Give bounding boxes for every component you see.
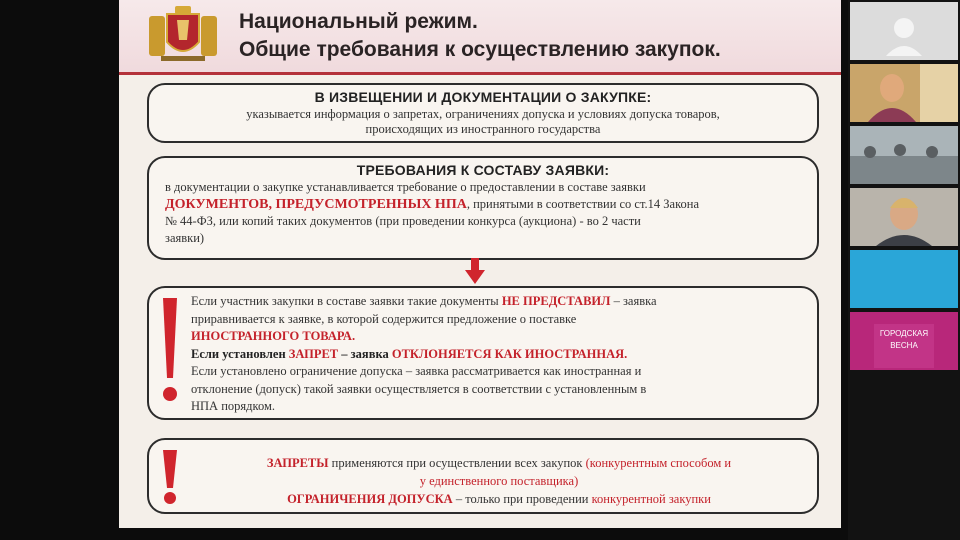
event-logo-line2: ВЕСНА	[890, 341, 918, 350]
requirements-line2: , принятыми в соответствии со ст.14 Закона	[466, 197, 699, 211]
slide-title-line1: Национальный режим.	[239, 10, 478, 33]
requirements-highlight: ДОКУМЕНТОВ, ПРЕДУСМОТРЕННЫХ НПА	[165, 197, 467, 212]
consequences-l1a: Если участник закупки в составе заявки такие документы	[191, 294, 502, 308]
participant-tile-4[interactable]	[850, 188, 958, 246]
notice-line1: указывается информация о запретах, ограничениях допуска и условиях допуска товаров,	[246, 107, 720, 121]
application-requirements-box	[147, 156, 819, 260]
consequences-l4c: – заявка	[338, 346, 392, 361]
participants-sidebar	[848, 0, 960, 540]
not-submitted-text: НЕ ПРЕДСТАВИЛ	[501, 294, 611, 308]
applicability-l3c: конкурентной закупки	[591, 492, 711, 506]
applicability-l1b: применяются при осуществлении всех закупок	[328, 456, 586, 470]
consequences-l1c: – заявка	[610, 294, 657, 308]
participant-tile-6[interactable]	[850, 312, 958, 370]
participant-tile-1[interactable]	[850, 2, 958, 60]
exclamation-icon	[159, 298, 181, 408]
video-feed	[850, 126, 958, 184]
consequences-l2: приравнивается к заявке, в которой содержится предложение о поставке	[191, 311, 577, 326]
notice-box	[147, 83, 819, 143]
applicability-l3b: – только при проведении	[452, 492, 592, 506]
down-arrow-icon	[465, 258, 485, 284]
applicability-l2: у единственного поставщика)	[419, 474, 579, 488]
rejected-text: ОТКЛОНЯЕТСЯ КАК ИНОСТРАННАЯ.	[391, 346, 628, 361]
participant-tile-5[interactable]	[850, 250, 958, 308]
requirements-line1: в документации о закупке устанавливается требование о предоставлении в составе заявки	[165, 180, 646, 194]
requirements-heading: ТРЕБОВАНИЯ К СОСТАВУ ЗАЯВКИ:	[356, 162, 610, 178]
foreign-goods-text: ИНОСТРАННОГО ТОВАРА.	[191, 329, 356, 343]
notice-line2: происходящих из иностранного государства	[365, 122, 601, 136]
exclamation-icon	[159, 450, 181, 506]
slide-title-line2: Общие требования к осуществлению закупок.	[239, 38, 721, 61]
consequences-l7: НПА порядком.	[191, 399, 275, 413]
video-feed	[850, 64, 958, 122]
consequences-l4a: Если установлен	[191, 346, 289, 361]
consequences-box	[147, 286, 819, 420]
applicability-l1c: (конкурентным способом и	[585, 456, 732, 470]
applicability-box	[147, 438, 819, 514]
consequences-l5: Если установлено ограничение допуска – заявка рассматривается как иностранная и	[191, 364, 642, 378]
event-logo-line1: ГОРОДСКАЯ	[879, 329, 929, 338]
slide-title	[239, 8, 721, 64]
participant-tile-3[interactable]	[850, 126, 958, 184]
requirements-line3: № 44-ФЗ, или копий таких документов (при проведении конкурса (аукциона) - во 2 части	[165, 214, 641, 228]
notice-heading: В ИЗВЕЩЕНИИ И ДОКУМЕНТАЦИИ О ЗАКУПКЕ:	[314, 89, 652, 105]
avatar-icon	[850, 2, 958, 60]
consequences-l6: отклонение (допуск) такой заявки осуществляется в соответствии с установленным в	[191, 381, 647, 396]
participant-tile-2[interactable]	[850, 64, 958, 122]
coat-of-arms-icon	[147, 6, 219, 62]
slide-header	[119, 0, 841, 75]
presentation-slide	[119, 0, 841, 528]
video-feed	[850, 188, 958, 246]
ban-text: ЗАПРЕТ	[288, 346, 339, 361]
access-restrictions-text: ОГРАНИЧЕНИЯ ДОПУСКА	[287, 492, 453, 506]
bans-text: ЗАПРЕТЫ	[266, 456, 329, 470]
requirements-line4: заявки)	[165, 231, 205, 245]
